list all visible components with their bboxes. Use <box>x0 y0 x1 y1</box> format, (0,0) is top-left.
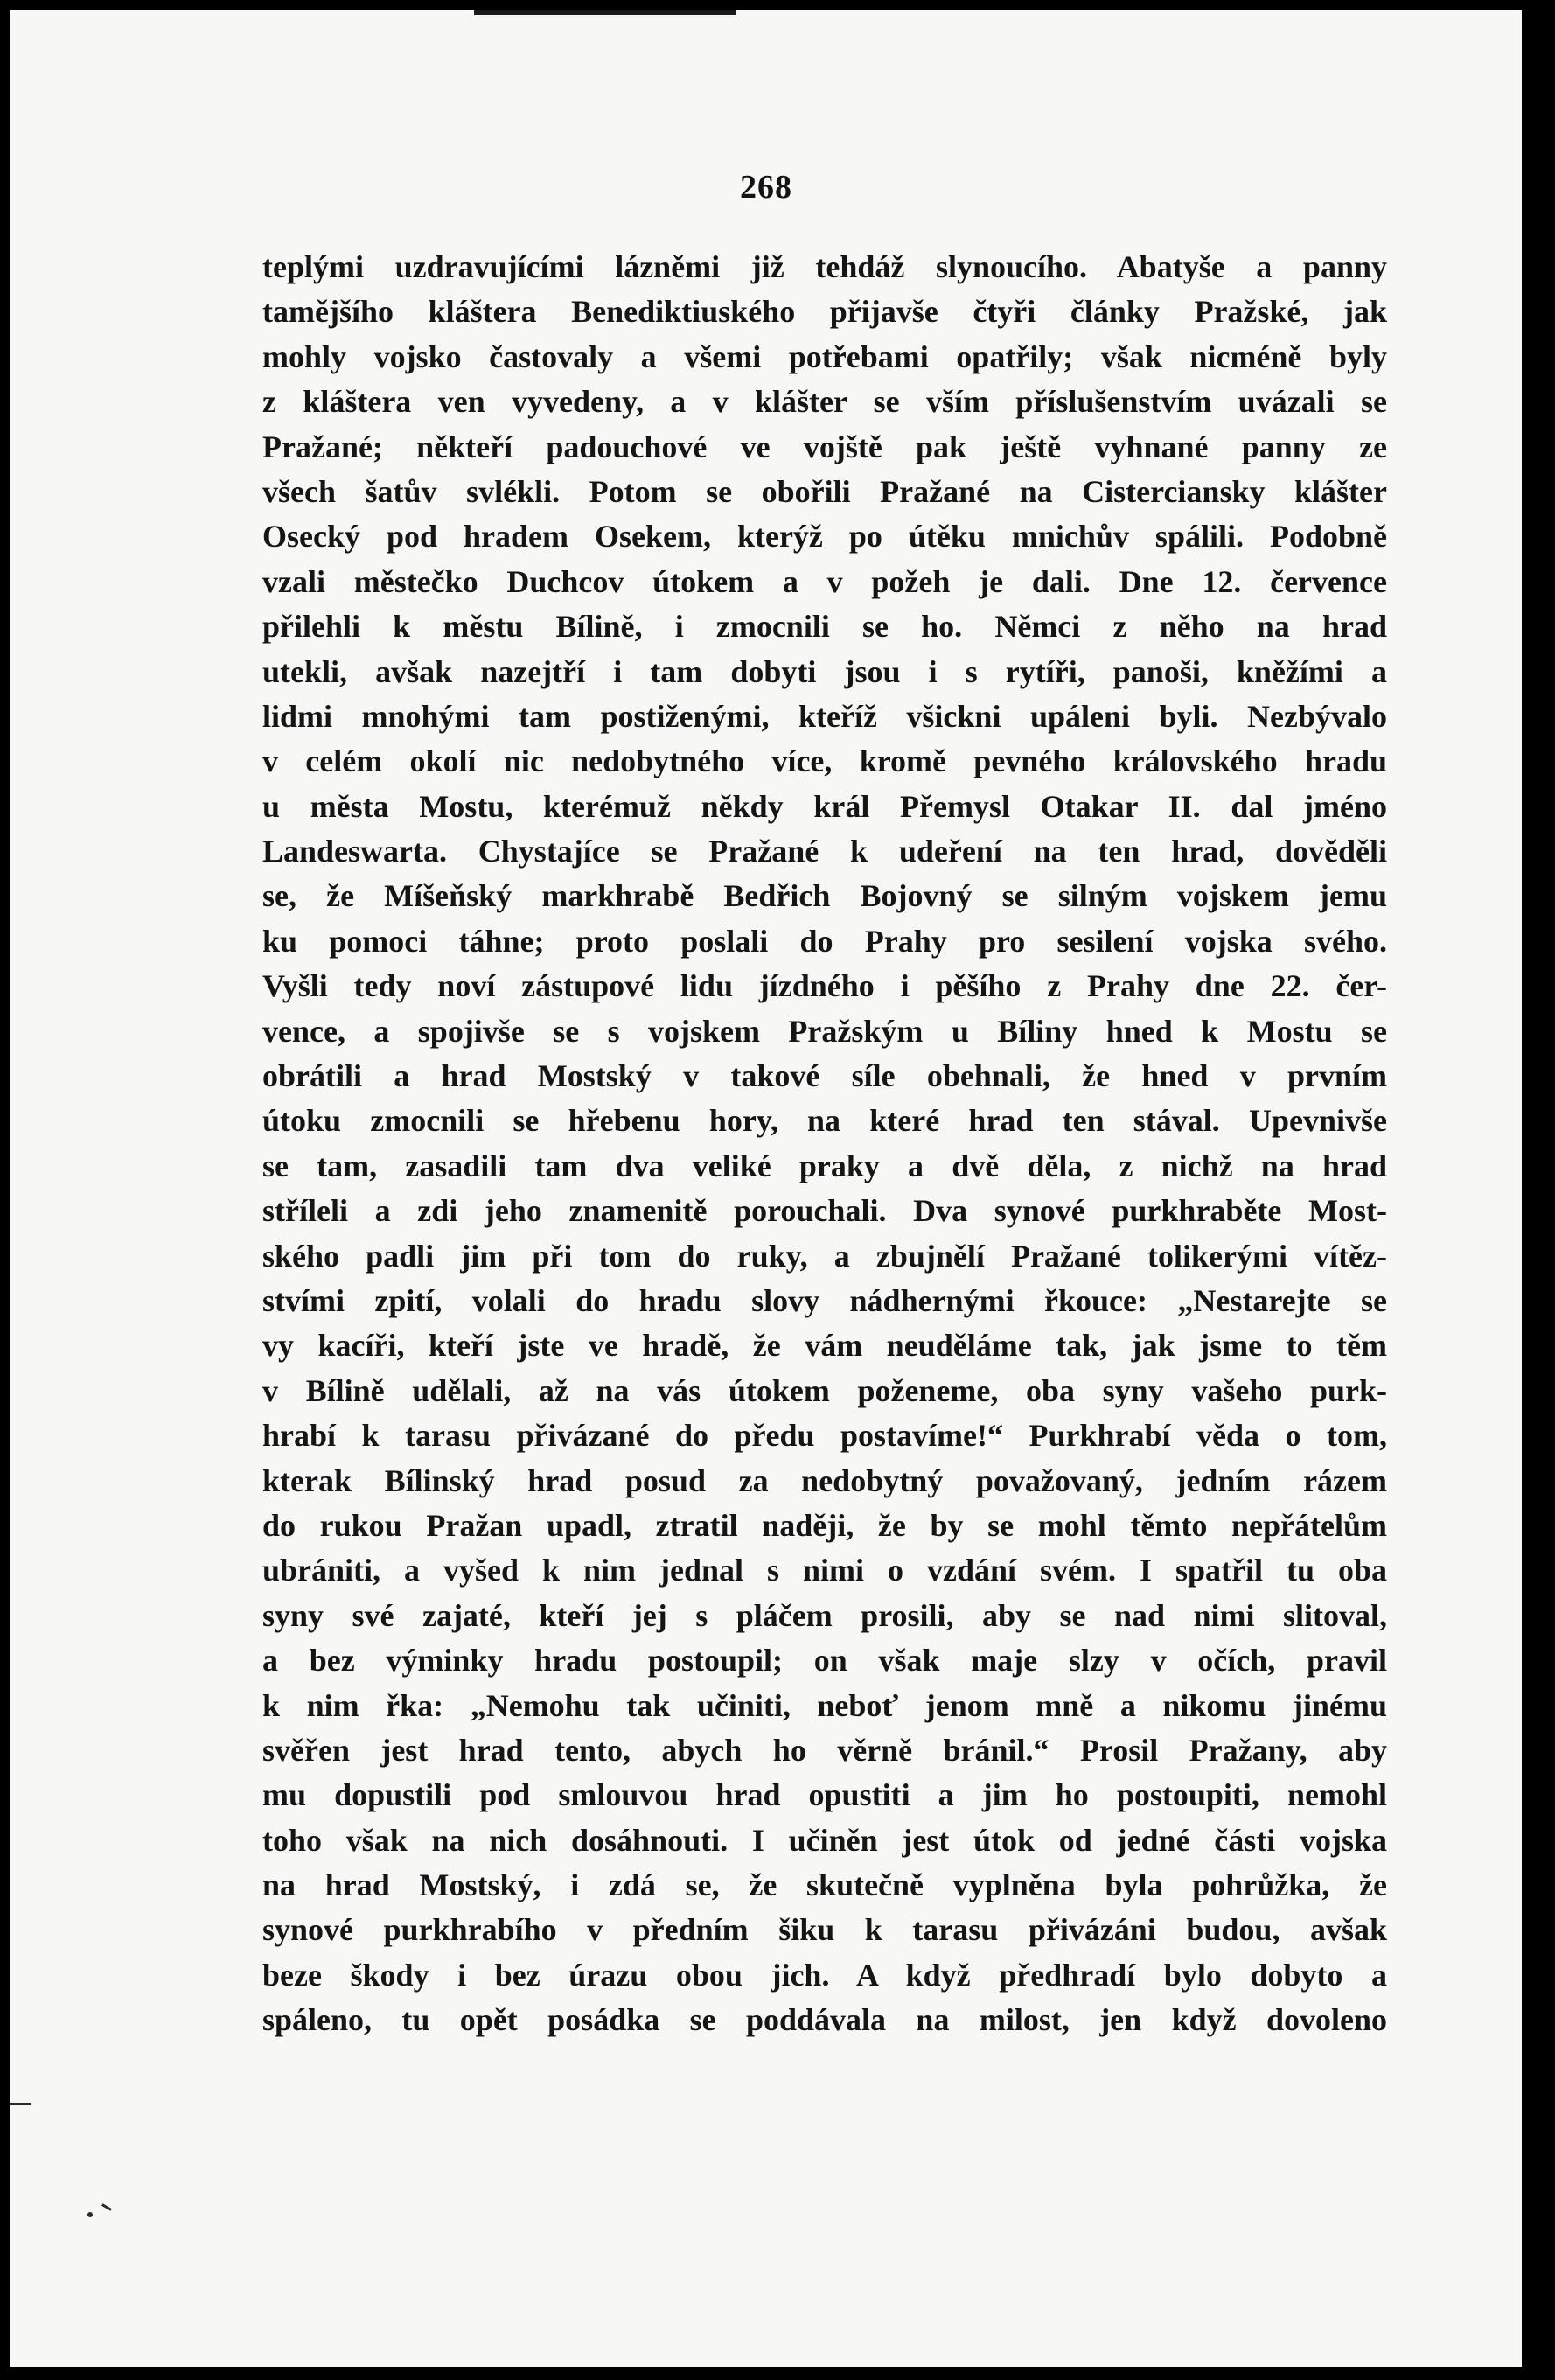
text-line: kterak Bílinský hrad posud za nedobytný považovaný, jedním rázem <box>262 1462 1387 1498</box>
page-number: 268 <box>740 169 792 206</box>
text-line: a bez výminky hradu postoupil; on však maje slzy v očích, pravil <box>262 1643 1387 1679</box>
text-line: vzali městečko Duchcov útokem a v požeh je dali. Dne 12. července <box>262 563 1387 599</box>
text-line: k nim řka: „Nemohu tak učiniti, neboť jenom mně a nikomu jinému <box>262 1687 1387 1723</box>
text-line: syny své zajaté, kteří jej s pláčem prosili, aby se nad nimi slitoval, <box>262 1597 1387 1633</box>
body-text <box>262 245 1387 2043</box>
text-line: z kláštera ven vyvedeny, a v klášter se vším příslušenstvím uvázali se <box>262 384 1387 420</box>
top-edge-rule <box>474 10 736 15</box>
margin-speck <box>87 2212 93 2217</box>
text-line: se tam, zasadili tam dva veliké praky a dvě děla, z nichž na hrad <box>262 1148 1387 1183</box>
text-line: teplými uzdravujícími lázněmi již tehdáž slynoucího. Abatyše a panny <box>262 249 1387 284</box>
text-line: Pražané; někteří padouchové ve vojště pak ještě vyhnané panny ze <box>262 429 1387 464</box>
text-line: mohly vojsko častovaly a všemi potřebami opatřily; však nicméně byly <box>262 339 1387 374</box>
text-line: tamějšího kláštera Benediktiuského přijavše čtyři články Pražské, jak <box>262 294 1387 330</box>
scanned-page <box>10 10 1522 2367</box>
text-line: toho však na nich dosáhnouti. I učiněn jest útok od jedné části vojska <box>262 1822 1387 1858</box>
text-line: do rukou Pražan upadl, ztratil naději, že by se mohl těmto nepřátelům <box>262 1507 1387 1543</box>
text-line: Vyšli tedy noví zástupové lidu jízdného i pěšího z Prahy dne 22. čer- <box>262 968 1387 1004</box>
text-line: ku pomoci táhne; proto poslali do Prahy pro sesilení vojska svého. <box>262 923 1387 959</box>
margin-speck <box>10 2103 31 2105</box>
text-line: Osecký pod hradem Osekem, kterýž po útěku mnichův spálili. Podobně <box>262 519 1387 555</box>
text-line: beze škody i bez úrazu obou jich. A když předhradí bylo dobyto a <box>262 1957 1387 1993</box>
text-line: lidmi mnohými tam postiženými, kteříž všickni upáleni byli. Nezbývalo <box>262 698 1387 734</box>
text-line: ubrániti, a vyšed k nim jednal s nimi o vzdání svém. I spatřil tu oba <box>262 1553 1387 1588</box>
text-line: obrátili a hrad Mostský v takové síle obehnali, že hned v prvním <box>262 1058 1387 1094</box>
text-line: u města Mostu, kterémuž někdy král Přemysl Otakar II. dal jméno <box>262 788 1387 824</box>
text-line: ského padli jim při tom do ruky, a zbujnělí Pražané tolikerými vítěz- <box>262 1238 1387 1274</box>
text-line: vy kacíři, kteří jste ve hradě, že vám neuděláme tak, jak jsme to těm <box>262 1328 1387 1364</box>
text-line: v Bílině udělali, až na vás útokem poženeme, oba syny vašeho purk- <box>262 1372 1387 1408</box>
text-line: v celém okolí nic nedobytného více, kromě pevného královského hradu <box>262 743 1387 779</box>
text-line: stvími zpití, volali do hradu slovy nádhernými řkouce: „Nestarejte se <box>262 1282 1387 1318</box>
text-line: se, že Míšeňský markhrabě Bedřich Bojovný se silným vojskem jemu <box>262 878 1387 914</box>
text-line: spáleno, tu opět posádka se poddávala na milost, jen když dovoleno <box>262 2002 1387 2038</box>
text-line: synové purkhrabího v předním šiku k tarasu přivázáni budou, avšak <box>262 1912 1387 1948</box>
text-line: útoku zmocnili se hřebenu hory, na které hrad ten stával. Upevnivše <box>262 1103 1387 1139</box>
text-line: hrabí k tarasu přivázané do předu postavíme!“ Purkhrabí věda o tom, <box>262 1418 1387 1454</box>
text-line: utekli, avšak nazejtří i tam dobyti jsou i s rytíři, panoši, kněžími a <box>262 653 1387 689</box>
text-line: na hrad Mostský, i zdá se, že skutečně vyplněna byla pohrůžka, že <box>262 1867 1387 1903</box>
text-line: stříleli a zdi jeho znamenitě porouchali. Dva synové purkhraběte Most- <box>262 1193 1387 1229</box>
text-line: vence, a spojivše se s vojskem Pražským u Bíliny hned k Mostu se <box>262 1013 1387 1049</box>
text-line: přilehli k městu Bílině, i zmocnili se ho. Němci z něho na hrad <box>262 609 1387 645</box>
text-line: všech šatův svlékli. Potom se obořili Pražané na Cisterciansky klášter <box>262 473 1387 509</box>
text-line: Landeswarta. Chystajíce se Pražané k udeření na ten hrad, dověděli <box>262 834 1387 869</box>
text-line: svěřen jest hrad tento, abych ho věrně bránil.“ Prosil Pražany, aby <box>262 1732 1387 1768</box>
margin-speck <box>101 2203 112 2211</box>
text-line: mu dopustili pod smlouvou hrad opustiti a jim ho postoupiti, nemohl <box>262 1777 1387 1813</box>
